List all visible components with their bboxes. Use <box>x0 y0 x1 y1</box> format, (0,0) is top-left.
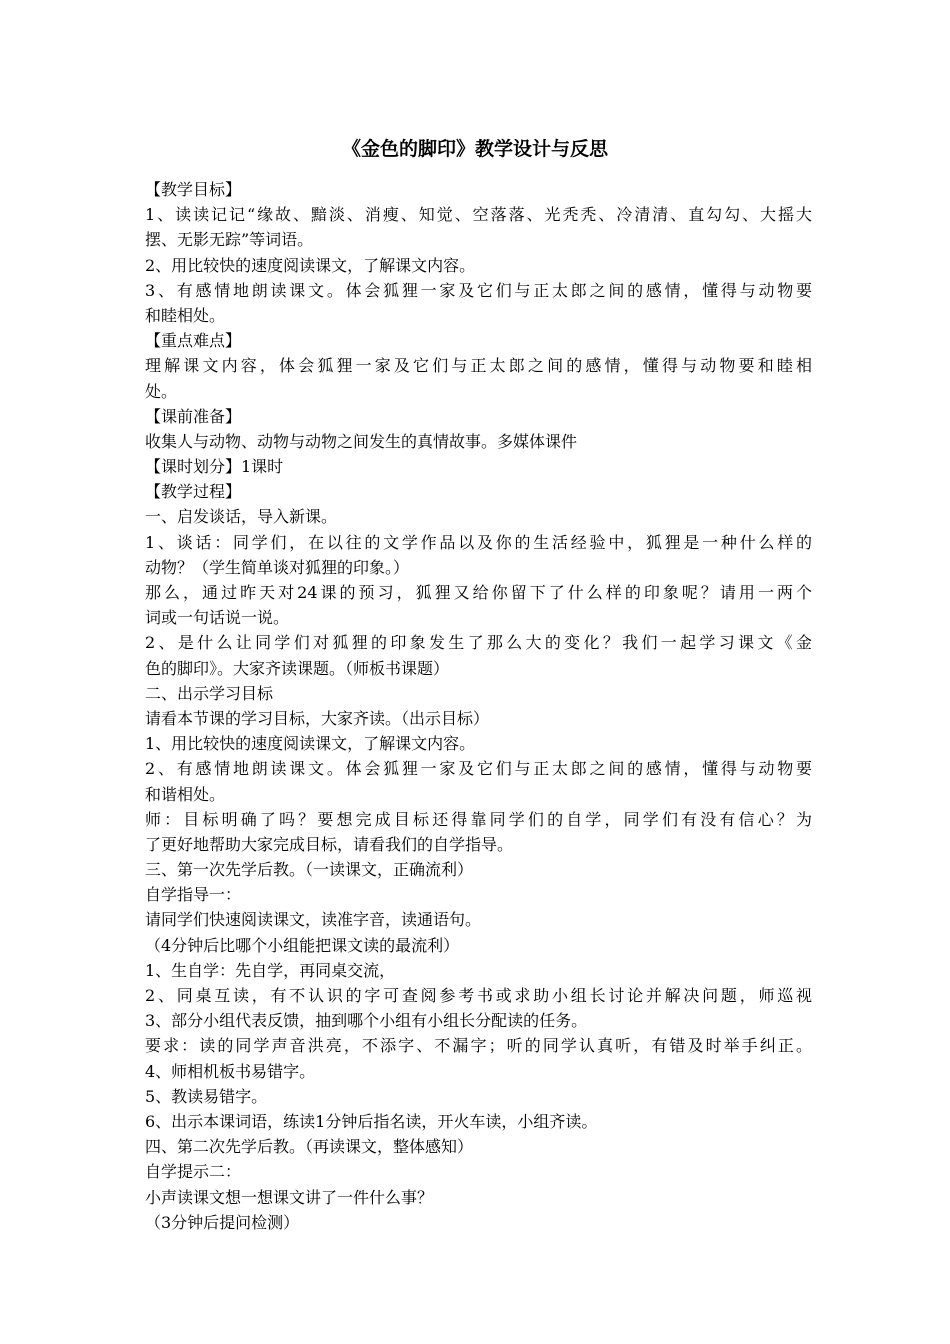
text-line: （3分钟后提问检测） <box>145 1212 300 1232</box>
text-line: 1、用比较快的速度阅读课文，了解课文内容。 <box>145 734 476 754</box>
text-line: 2、同桌互读，有不认识的字可查阅参考书或求助小组长讨论并解决问题，师巡视 <box>145 986 812 1005</box>
text-line: 师：目标明确了吗？要想完成目标还得靠同学们的自学，同学们有没有信心？为 <box>145 809 812 829</box>
text-line: 一、启发谈话，导入新课。 <box>145 507 338 527</box>
section-heading: 【教学目标】 <box>145 180 242 199</box>
text-line: 词或一句话说一说。 <box>145 608 290 628</box>
text-line: 色的脚印》。大家齐读课题。（师板书课题） <box>145 658 450 678</box>
text-line: 动物？（学生简单谈对狐狸的印象。） <box>145 557 410 577</box>
text-line: 处。 <box>145 381 178 401</box>
section-heading: 【教学过程】 <box>145 482 242 502</box>
document-title: 《金色的脚印》教学设计与反思 <box>341 138 608 160</box>
text-line: 自学指导一： <box>145 885 242 905</box>
text-line: 2、是什么让同学们对狐狸的印象发生了那么大的变化？我们一起学习课文《金 <box>145 633 812 653</box>
text-line: 和谐相处。 <box>145 784 226 804</box>
section-heading: 【重点难点】 <box>145 331 242 351</box>
text-line: 6、出示本课词语，练读1分钟后指名读，开火车读，小组齐读。 <box>145 1111 598 1131</box>
text-line: 要求：读的同学声音洪亮，不添字、不漏字；听的同学认真听，有错及时举手纠正。 <box>145 1036 812 1056</box>
text-line: 1、读读记记“缘故、黯淡、消瘦、知觉、空落落、光秃秃、冷清清、直勾勾、大摇大 <box>145 205 812 225</box>
text-line: 自学提示二： <box>145 1162 242 1182</box>
text-line: 收集人与动物、动物与动物之间发生的真情故事。多媒体课件 <box>145 431 578 451</box>
text-line: 摆、无影无踪”等词语。 <box>145 230 314 250</box>
text-line: 1、谈话：同学们，在以往的文学作品以及你的生活经验中，狐狸是一种什么样的 <box>145 532 812 552</box>
text-line: 二、出示学习目标 <box>145 683 274 703</box>
text-line: 请看本节课的学习目标，大家齐读。（出示目标） <box>145 708 490 728</box>
text-line: 5、教读易错字。 <box>145 1086 268 1106</box>
section-heading: 【课时划分】1课时 <box>145 457 284 477</box>
text-line: 1、生自学：先自学，再同桌交流， <box>145 960 396 980</box>
text-line: 2、用比较快的速度阅读课文，了解课文内容。 <box>145 255 476 275</box>
text-line: 三、第一次先学后教。（一读课文，正确流利） <box>145 860 474 880</box>
document-body <box>145 177 812 1235</box>
text-line: 四、第二次先学后教。（再读课文，整体感知） <box>145 1137 474 1157</box>
text-line: 4、师相机板书易错字。 <box>145 1061 316 1081</box>
section-heading: 【课前准备】 <box>145 406 242 426</box>
text-line: 和睦相处。 <box>145 305 226 325</box>
text-line: 那么，通过昨天对24课的预习，狐狸又给你留下了什么样的印象呢？请用一两个 <box>145 583 812 602</box>
text-line: 了更好地帮助大家完成目标，请看我们的自学指导。 <box>145 834 514 854</box>
text-line: 3、有感情地朗读课文。体会狐狸一家及它们与正太郎之间的感情，懂得与动物要 <box>145 280 812 300</box>
text-line: （4分钟后比哪个小组能把课文读的最流利） <box>145 935 460 955</box>
text-line: 3、部分小组代表反馈，抽到哪个小组有小组长分配读的任务。 <box>145 1011 588 1031</box>
text-line: 请同学们快速阅读课文，读准字音，读通语句。 <box>145 910 482 930</box>
text-line: 2、有感情地朗读课文。体会狐狸一家及它们与正太郎之间的感情，懂得与动物要 <box>145 759 812 779</box>
text-line: 小声读课文想一想课文讲了一件什么事？ <box>145 1187 434 1207</box>
text-line: 理解课文内容，体会狐狸一家及它们与正太郎之间的感情，懂得与动物要和睦相 <box>145 356 812 376</box>
